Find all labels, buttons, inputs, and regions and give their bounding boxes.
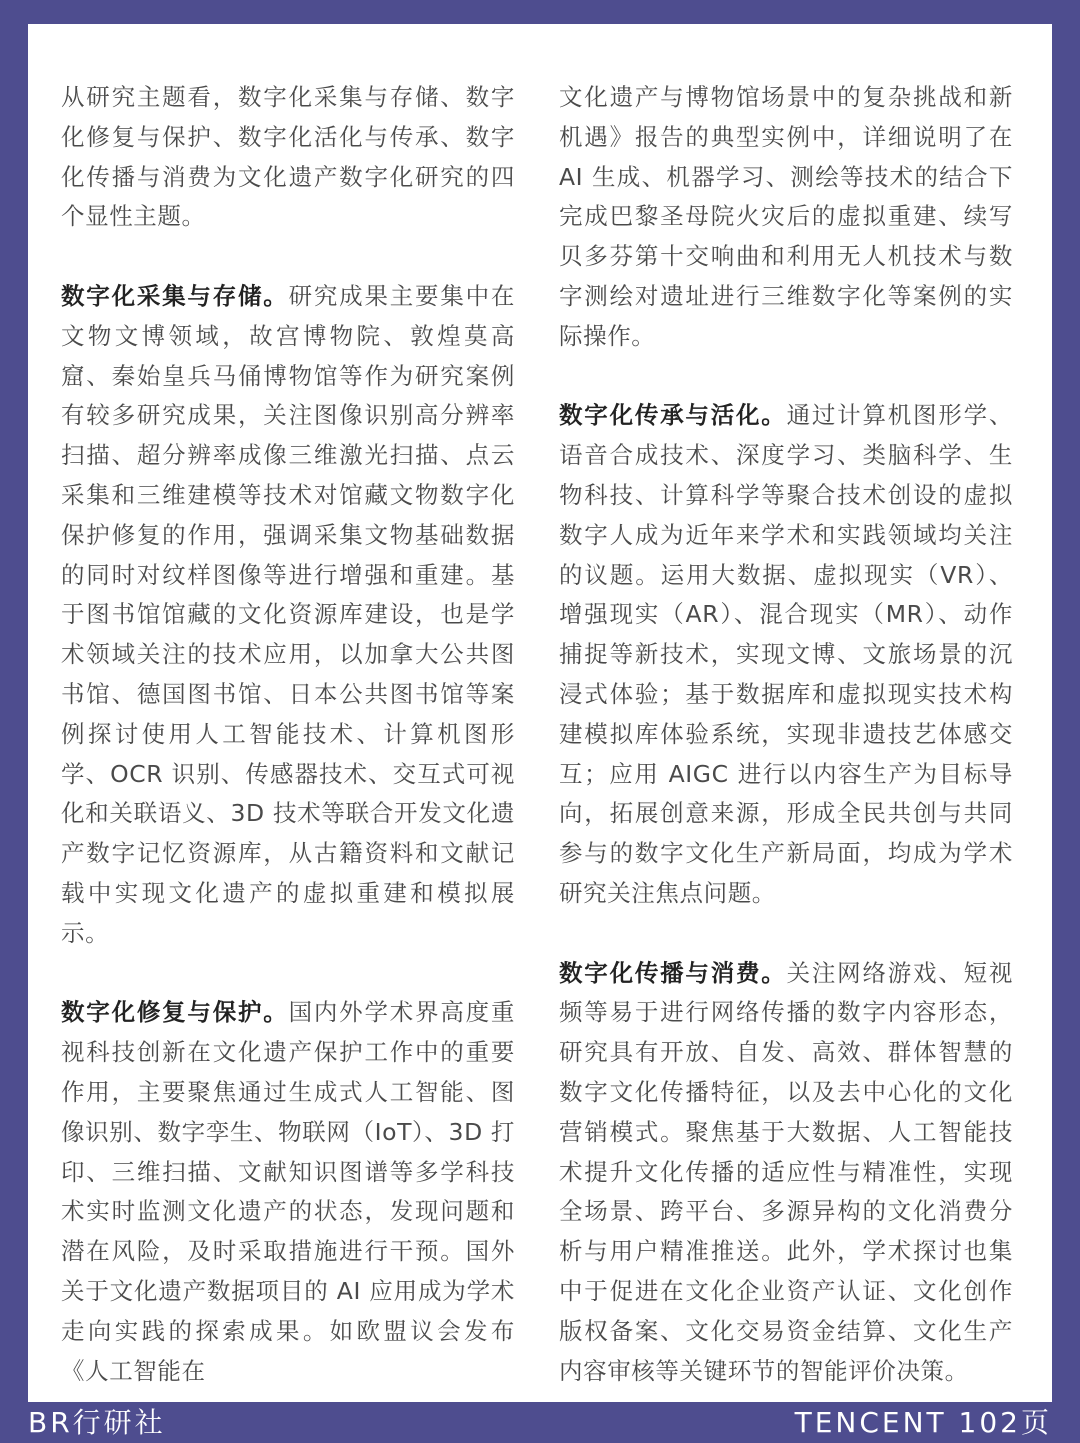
section-title: 数字化修复与保护。: [61, 998, 289, 1027]
section-title: 数字化传承与活化。: [559, 401, 787, 430]
section-inheritance-activation: [559, 396, 1013, 913]
section-body: 研究成果主要集中在文物文博领域，故宫博物院、敦煌莫高窟、秦始皇兵马俑博物馆等作为研究案例有较多研究成果，关注图像识别高分辨率扫描、超分辨率成像三维激光扫描、点云采集和三维建模等技术对馆藏文物数字化保护修复的作用，强调采集文物基础数据的同时对纹样图像等进行增强和重建。基于图书馆馆藏的文化资源库建设，也是学术领域关注的技术应用，以加拿大公共图书馆、德国图书馆、日本公共图书馆等案例探讨使用人工智能技术、计算机图形学、OCR 识别、传感器技术、交互式可视化和关联语义、3D 技术等联合开发文化遗产数字记忆资源库，从古籍资料和文献记载中实现文化遗产的虚拟重建和模拟展示。: [61, 281, 515, 947]
section-title: 数字化采集与存储。: [61, 281, 289, 310]
section-dissemination-consumption: [559, 954, 1013, 1392]
section-acquisition-storage: [61, 277, 515, 954]
section-title: 数字化传播与消费。: [559, 958, 787, 987]
section-body: 关注网络游戏、短视频等易于进行网络传播的数字内容形态，研究具有开放、自发、高效、群体智慧的数字文化传播特征，以及去中心化的文化营销模式。聚焦基于大数据、人工智能技术提升文化传播的适应性与精准性，实现全场景、跨平台、多源异构的文化消费分析与用户精准推送。此外，学术探讨也集中于促进在文化企业资产认证、文化创作版权备案、文化交易资金结算、文化生产内容审核等关键环节的智能评价决策。: [559, 958, 1013, 1385]
footer-source: TENCENT 102页: [794, 1406, 1052, 1439]
left-column: [61, 78, 515, 1431]
continuation-paragraph: 文化遗产与博物馆场景中的复杂挑战和新机遇》报告的典型实例中，详细说明了在 AI 生成、机器学习、测绘等技术的结合下完成巴黎圣母院火灾后的虚拟重建、续写贝多芬第十交响曲和利用无人机技术与数字测绘对遗址进行三维数字化等案例的实际操作。: [559, 83, 1013, 350]
intro-paragraph: 从研究主题看，数字化采集与存储、数字化修复与保护、数字化活化与传承、数字化传播与消费为文化遗产数字化研究的四个显性主题。: [61, 83, 515, 231]
document-page: [28, 24, 1052, 1402]
section-restoration-protection: [61, 993, 515, 1391]
section-body: 通过计算机图形学、语音合成技术、深度学习、类脑科学、生物科技、计算科学等聚合技术创设的虚拟数字人成为近年来学术和实践领域均关注的议题。运用大数据、虚拟现实（VR）、增强现实（AR）、混合现实（MR）、动作捕捉等新技术，实现文博、文旅场景的沉浸式体验；基于数据库和虚拟现实技术构建模拟库体验系统，实现非遗技艺体感交互；应用 AIGC 进行以内容生产为目标导向，拓展创意来源，形成全民共创与共同参与的数字文化生产新局面，均成为学术研究关注焦点问题。: [559, 401, 1013, 907]
section-body: 国内外学术界高度重视科技创新在文化遗产保护工作中的重要作用，主要聚焦通过生成式人工智能、图像识别、数字孪生、物联网（IoT）、3D 打印、三维扫描、文献知识图谱等多学科技术实时监测文化遗产的状态，发现问题和潜在风险，及时采取措施进行干预。国外关于文化遗产数据项目的 AI 应用成为学术走向实践的探索成果。如欧盟议会发布《人工智能在: [61, 998, 515, 1385]
footer-brand: BR行研社: [28, 1406, 166, 1439]
right-column: [559, 78, 1013, 1431]
